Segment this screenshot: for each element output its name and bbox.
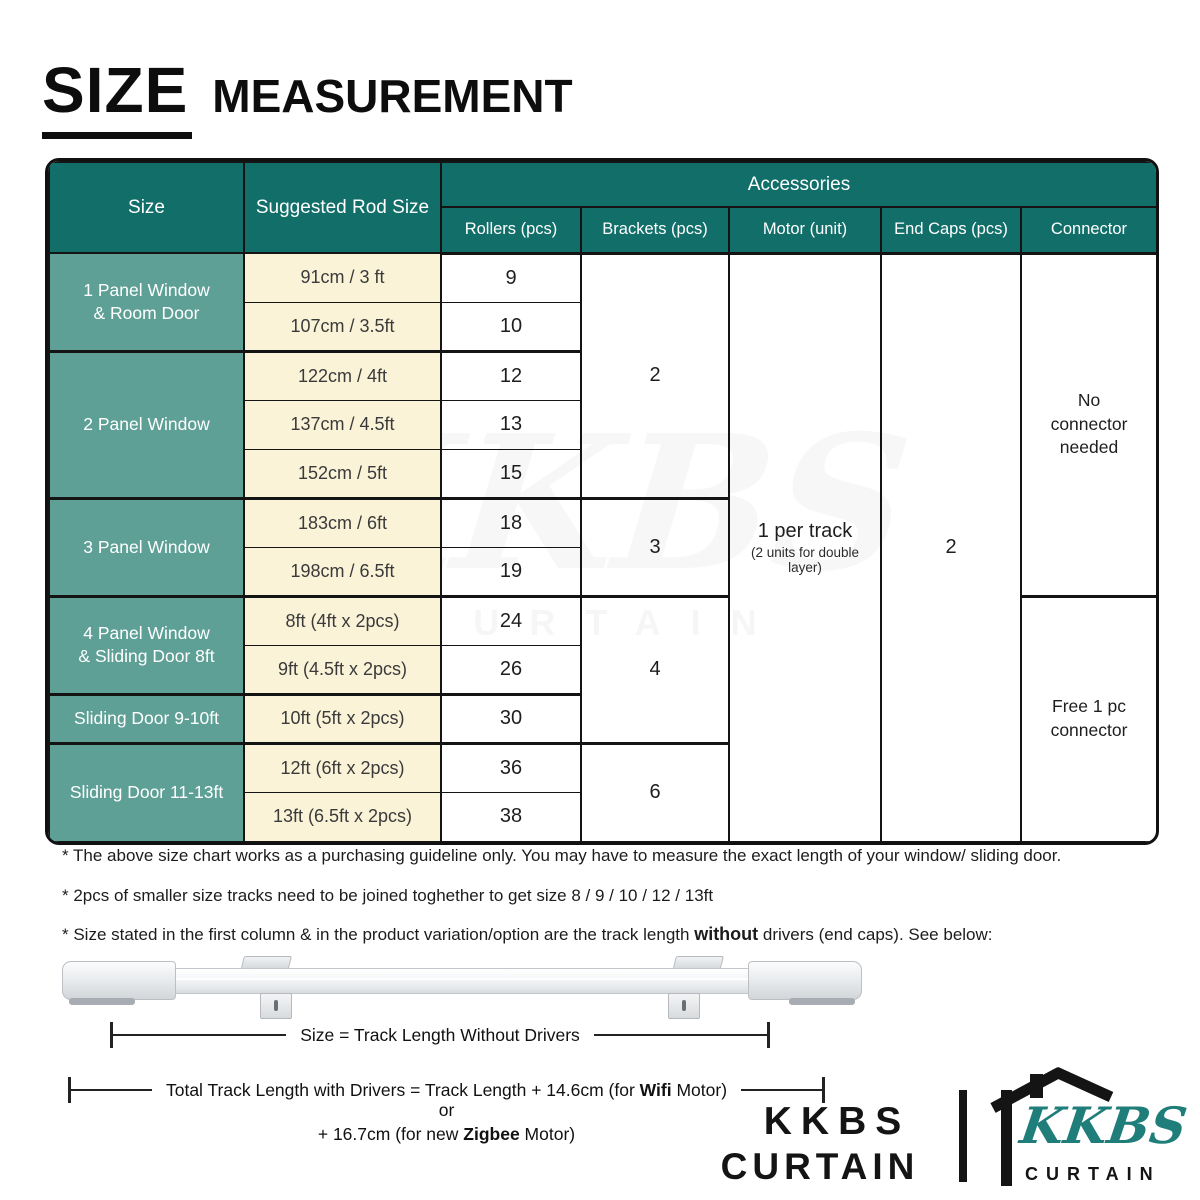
zigbee-bold: Zigbee	[463, 1124, 520, 1144]
total-length-prefix: Total Track Length with Drivers = Track Length + 14.6cm (for	[165, 1079, 640, 1100]
or-text: or	[438, 1100, 455, 1120]
dimension-label: Size = Track Length Without Drivers	[300, 1024, 580, 1045]
footnote3-bold: without	[694, 924, 759, 944]
endcaps-cell: 2	[881, 253, 1021, 841]
brackets-cell: 3	[581, 498, 729, 596]
rod-size-cell: 137cm / 4.5ft	[244, 400, 441, 449]
table-row	[49, 253, 1157, 302]
col-header-brackets: Brackets (pcs)	[581, 207, 729, 253]
footnote-guideline: * The above size chart works as a purchasing guideline only. You may have to measure the exact length of your window/ sliding door.	[62, 846, 1062, 865]
zigbee-prefix: + 16.7cm (for new	[317, 1124, 464, 1144]
col-header-connector: Connector	[1021, 207, 1157, 253]
motor-value: 1 per track	[757, 520, 853, 542]
size-chart-table	[45, 158, 1159, 845]
rod-size-cell: 122cm / 4ft	[244, 351, 441, 400]
dimension-line	[741, 1089, 822, 1091]
dimension-line	[113, 1034, 286, 1036]
total-length-bold-wifi: Wifi	[639, 1079, 672, 1100]
rod-size-cell: 13ft (6.5ft x 2pcs)	[244, 792, 441, 841]
kkbs-wordmark-logo	[700, 1102, 940, 1185]
total-length-suffix: Motor)	[671, 1079, 728, 1100]
keyhole-icon	[682, 1000, 686, 1011]
track-rail	[162, 968, 770, 994]
rollers-cell: 18	[441, 498, 581, 547]
rod-size-cell: 198cm / 6.5ft	[244, 547, 441, 596]
motor-note: (2 units for double layer)	[750, 545, 860, 575]
curtain-track-illustration	[62, 956, 862, 1016]
rollers-cell: 12	[441, 351, 581, 400]
connector-cell	[1021, 596, 1157, 841]
connector-value: No connector needed	[1050, 390, 1128, 458]
size-label-line: Sliding Door 11-13ft	[69, 782, 224, 803]
keyhole-icon	[274, 1000, 278, 1011]
rollers-cell: 13	[441, 400, 581, 449]
connector-value: Free 1 pc connector	[1050, 696, 1128, 740]
logo-divider	[959, 1090, 967, 1182]
footnote-track-length	[62, 924, 993, 945]
size-cell	[49, 596, 244, 694]
rail-highlight	[163, 978, 769, 980]
col-header-accessories: Accessories	[441, 162, 1157, 207]
size-label-line: & Room Door	[93, 302, 200, 323]
size-cell	[49, 498, 244, 596]
size-label-line: & Sliding Door 8ft	[78, 646, 215, 666]
size-chart	[48, 161, 1158, 842]
footnote-joined-tracks: * 2pcs of smaller size tracks need to be joined toghether to get size 8 / 9 / 10 / 12 / 13ft	[62, 886, 714, 905]
rollers-cell: 30	[441, 694, 581, 743]
size-cell	[49, 351, 244, 498]
brackets-cell: 6	[581, 743, 729, 841]
wordmark-line2: CURTAIN	[720, 1146, 920, 1187]
endcap-pad	[789, 998, 855, 1005]
size-cell	[49, 743, 244, 841]
rollers-cell: 36	[441, 743, 581, 792]
col-header-endcaps: End Caps (pcs)	[881, 207, 1021, 253]
rod-size-cell: 183cm / 6ft	[244, 498, 441, 547]
col-header-motor: Motor (unit)	[729, 207, 881, 253]
mount-clip-icon	[260, 993, 292, 1019]
rod-size-cell: 107cm / 3.5ft	[244, 302, 441, 351]
brackets-cell: 2	[581, 253, 729, 498]
kkbs-house-logo	[985, 1064, 1195, 1192]
rod-size-cell: 8ft (4ft x 2pcs)	[244, 596, 441, 645]
rollers-cell: 9	[441, 253, 581, 302]
left-driver-endcap	[62, 961, 176, 1000]
rod-size-cell: 10ft (5ft x 2pcs)	[244, 694, 441, 743]
size-label-line: 3 Panel Window	[83, 536, 210, 557]
right-driver-endcap	[748, 961, 862, 1000]
brackets-cell: 4	[581, 596, 729, 743]
col-header-rollers: Rollers (pcs)	[441, 207, 581, 253]
dimension-line	[594, 1034, 767, 1036]
size-label-line: Sliding Door 9-10ft	[74, 708, 219, 729]
rollers-cell: 26	[441, 645, 581, 694]
mount-clip-icon	[668, 993, 700, 1019]
zigbee-suffix: Motor)	[519, 1124, 576, 1144]
house-logo-script-text: KKBS	[1016, 1096, 1191, 1155]
title-size: SIZE	[42, 58, 192, 139]
rollers-cell: 10	[441, 302, 581, 351]
endcap-pad	[69, 998, 135, 1005]
motor-cell	[729, 253, 881, 841]
col-header-size: Size	[49, 162, 244, 253]
dimension-tick	[767, 1022, 770, 1048]
size-cell	[49, 694, 244, 743]
footnote3-suffix: drivers (end caps). See below:	[758, 925, 993, 944]
size-label-line: 1 Panel Window	[83, 280, 210, 300]
rollers-cell: 19	[441, 547, 581, 596]
rod-size-cell: 152cm / 5ft	[244, 449, 441, 498]
rod-size-cell: 91cm / 3 ft	[244, 253, 441, 302]
col-header-rod-size: Suggested Rod Size	[244, 162, 441, 253]
size-cell	[49, 253, 244, 351]
wordmark-line1: KKBS	[763, 1100, 911, 1143]
size-label-line: 2 Panel Window	[83, 414, 210, 435]
rollers-cell: 24	[441, 596, 581, 645]
title-measurement: MEASUREMENT	[212, 70, 573, 122]
rod-size-cell: 9ft (4.5ft x 2pcs)	[244, 645, 441, 694]
rod-size-cell: 12ft (6ft x 2pcs)	[244, 743, 441, 792]
house-logo-sub-text: CURTAIN	[1025, 1164, 1161, 1184]
page-title	[42, 54, 573, 139]
rollers-cell: 15	[441, 449, 581, 498]
dimension-line-track-length	[110, 1022, 770, 1048]
rollers-cell: 38	[441, 792, 581, 841]
footnote3-prefix: * Size stated in the first column & in the product variation/option are the track length	[62, 925, 695, 944]
dimension-line	[71, 1089, 152, 1091]
size-label-line: 4 Panel Window	[83, 623, 210, 644]
connector-cell	[1021, 253, 1157, 596]
